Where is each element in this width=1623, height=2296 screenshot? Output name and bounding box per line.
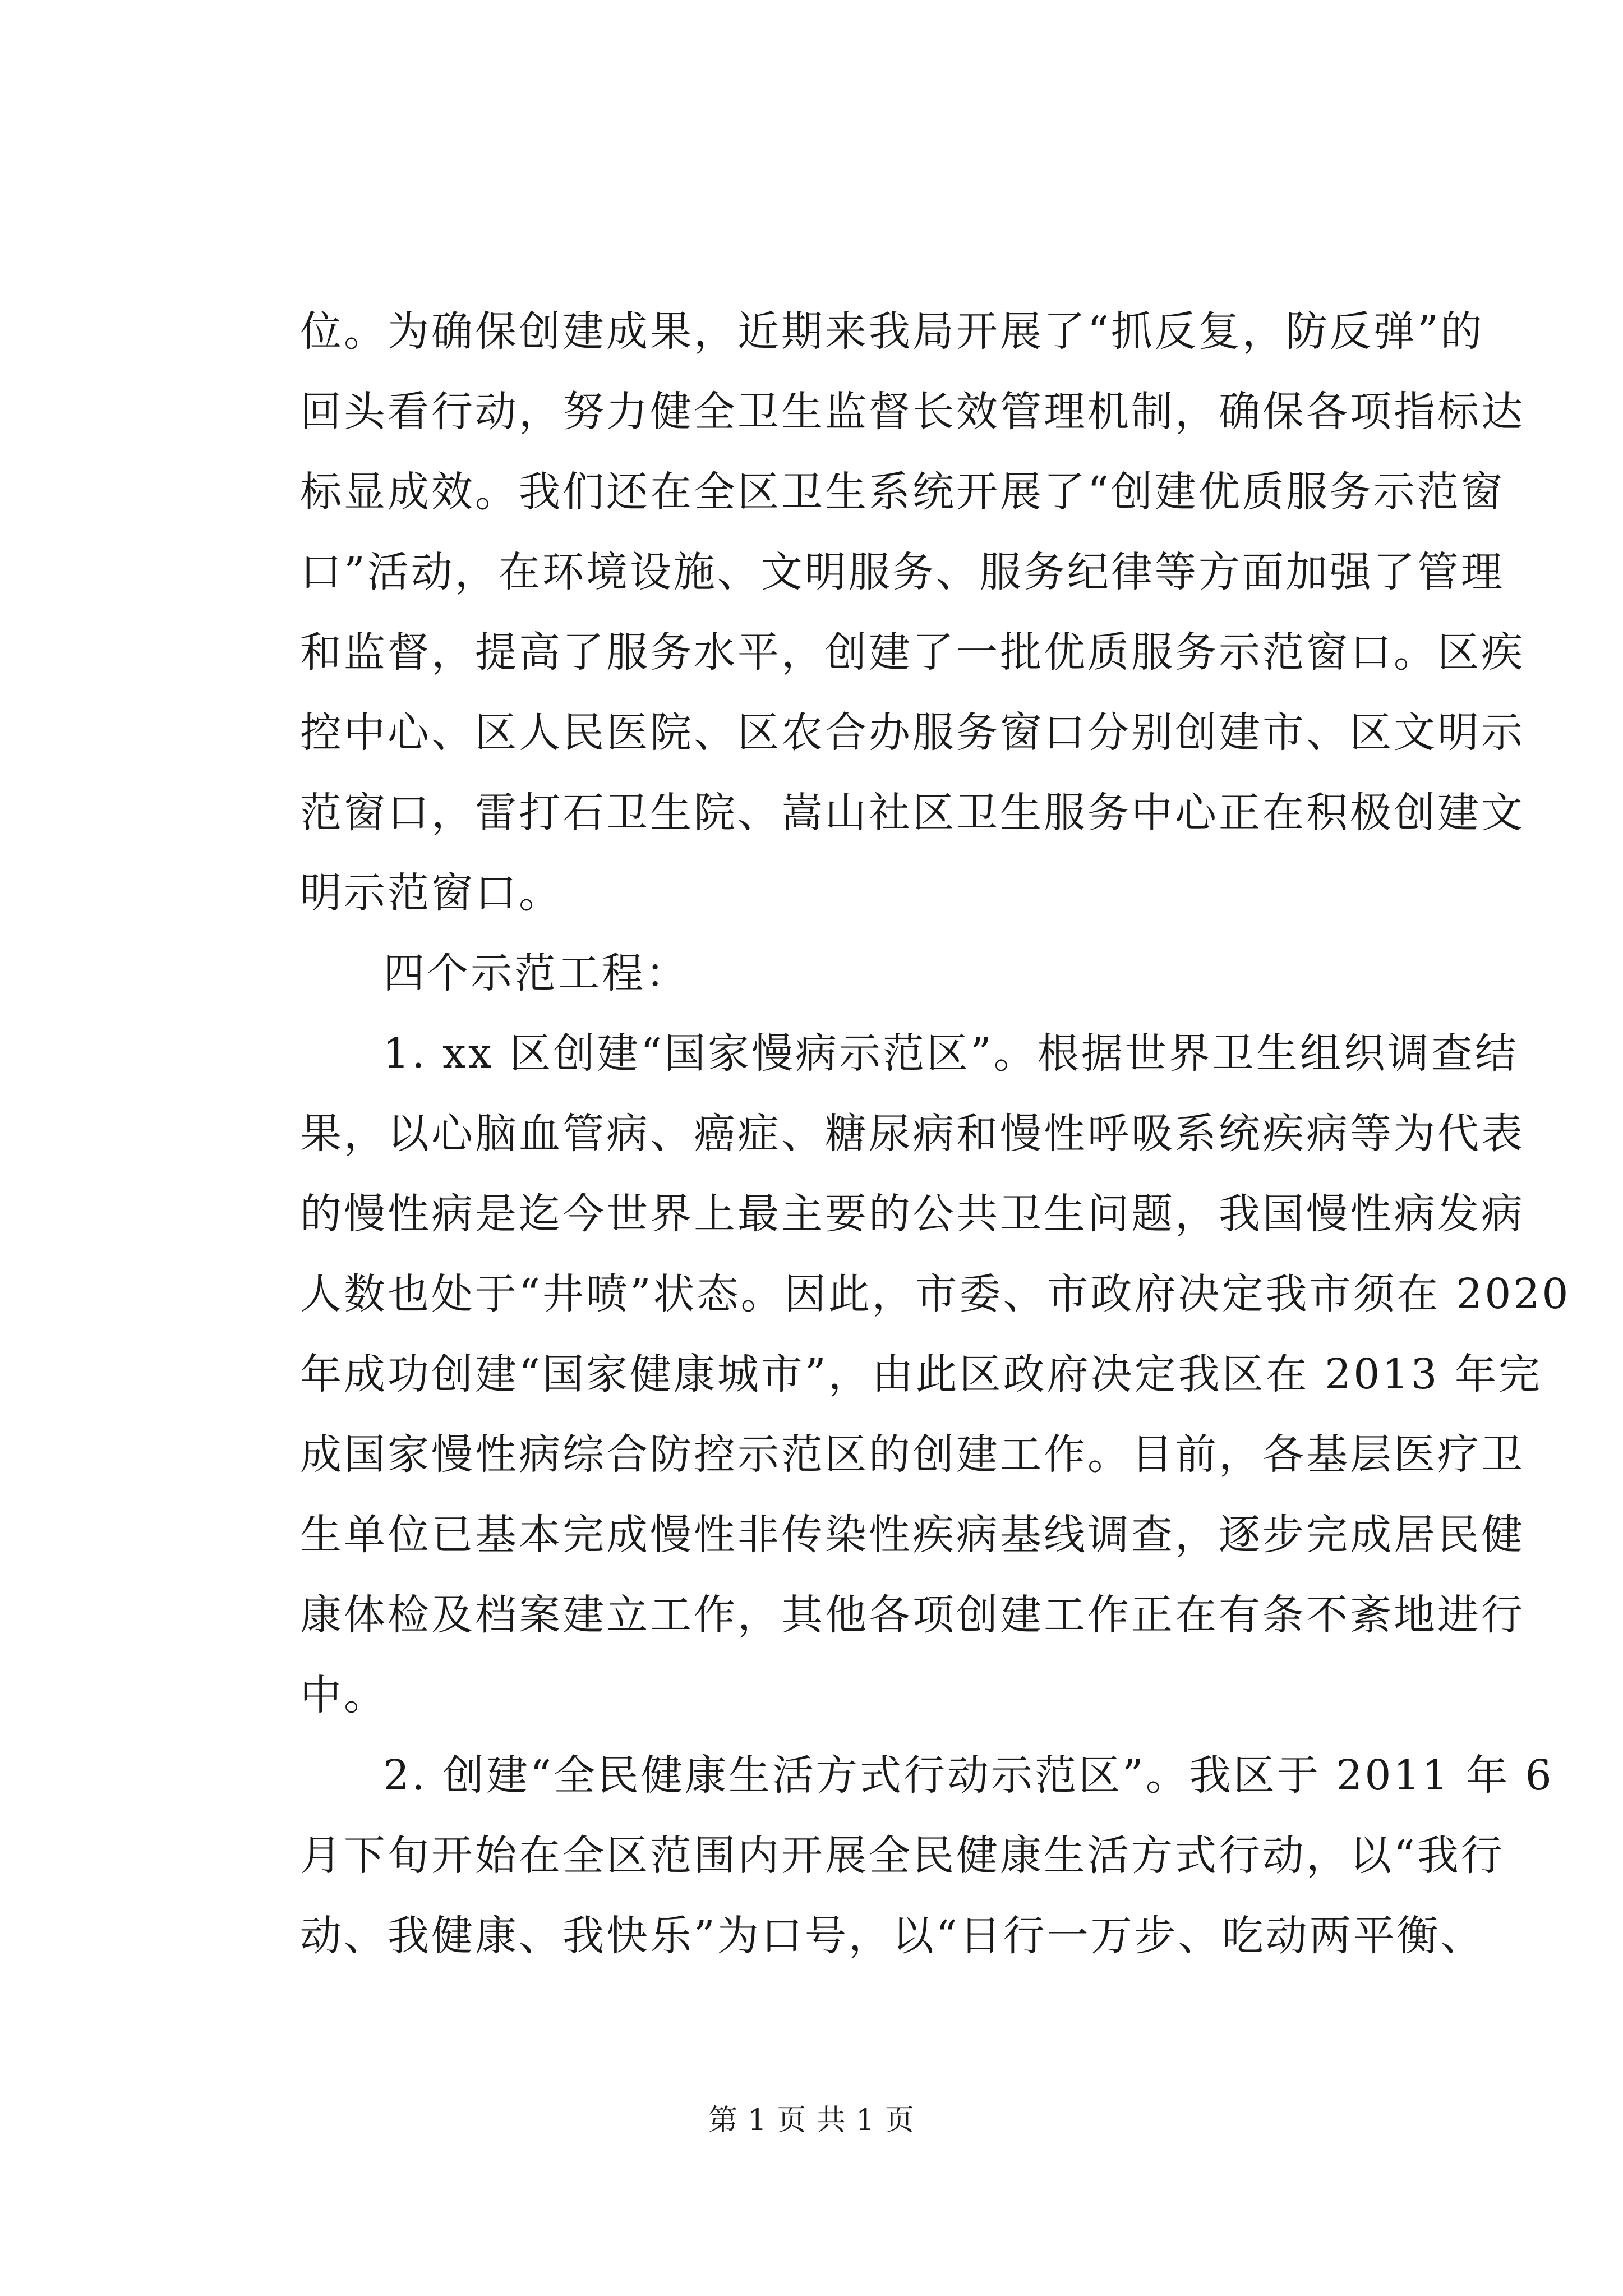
text-line: 控中心、区人民医院、区农合办服务窗口分别创建市、区文明示	[300, 708, 1525, 757]
text-line: 成国家慢性病综合防控示范区的创建工作。目前，各基层医疗卫	[300, 1430, 1525, 1479]
text-line: 位。为确保创建成果，近期来我局开展了“抓反复，防反弹”的	[300, 307, 1484, 356]
section-heading: 四个示范工程：	[383, 949, 689, 997]
text-line: 康体检及档案建立工作，其他各项创建工作正在有条不紊地进行	[300, 1591, 1525, 1639]
text-line: 中。	[300, 1671, 388, 1719]
text-line: 明示范窗口。	[300, 869, 562, 917]
text-line: 回头看行动，努力健全卫生监督长效管理机制，确保各项指标达	[300, 388, 1525, 436]
page-number-footer: 第 1 页 共 1 页	[708, 2104, 915, 2137]
text-line: 范窗口，雷打石卫生院、嵩山社区卫生服务中心正在积极创建文	[300, 789, 1525, 837]
text-line: 果，以心脑血管病、癌症、糖尿病和慢性呼吸系统疾病等为代表	[300, 1110, 1525, 1158]
text-line: 2. 创建“全民健康生活方式行动示范区”。我区于 2011 年 6	[383, 1751, 1554, 1800]
text-line: 年成功创建“国家健康城市”，由此区政府决定我区在 2013 年完	[300, 1350, 1543, 1398]
text-line: 生单位已基本完成慢性非传染性疾病基线调查，逐步完成居民健	[300, 1511, 1525, 1559]
text-line: 动、我健康、我快乐”为口号，以“日行一万步、吃动两平衡、	[300, 1912, 1484, 1960]
text-line: 口”活动，在环境设施、文明服务、服务纪律等方面加强了管理	[300, 548, 1505, 596]
text-line: 和监督，提高了服务水平，创建了一批优质服务示范窗口。区疾	[300, 628, 1525, 677]
document-body	[300, 292, 1571, 1976]
text-line: 月下旬开始在全区范围内开展全民健康生活方式行动，以“我行	[300, 1832, 1505, 1880]
text-line: 人数也处于“井喷”状态。因此，市委、市政府决定我市须在 2020	[300, 1270, 1571, 1318]
text-line: 1. xx 区创建“国家慢病示范区”。根据世界卫生组织调查结	[383, 1029, 1519, 1078]
text-line: 的慢性病是迄今世界上最主要的公共卫生问题，我国慢性病发病	[300, 1190, 1525, 1238]
text-line: 标显成效。我们还在全区卫生系统开展了“创建优质服务示范窗	[300, 468, 1505, 516]
